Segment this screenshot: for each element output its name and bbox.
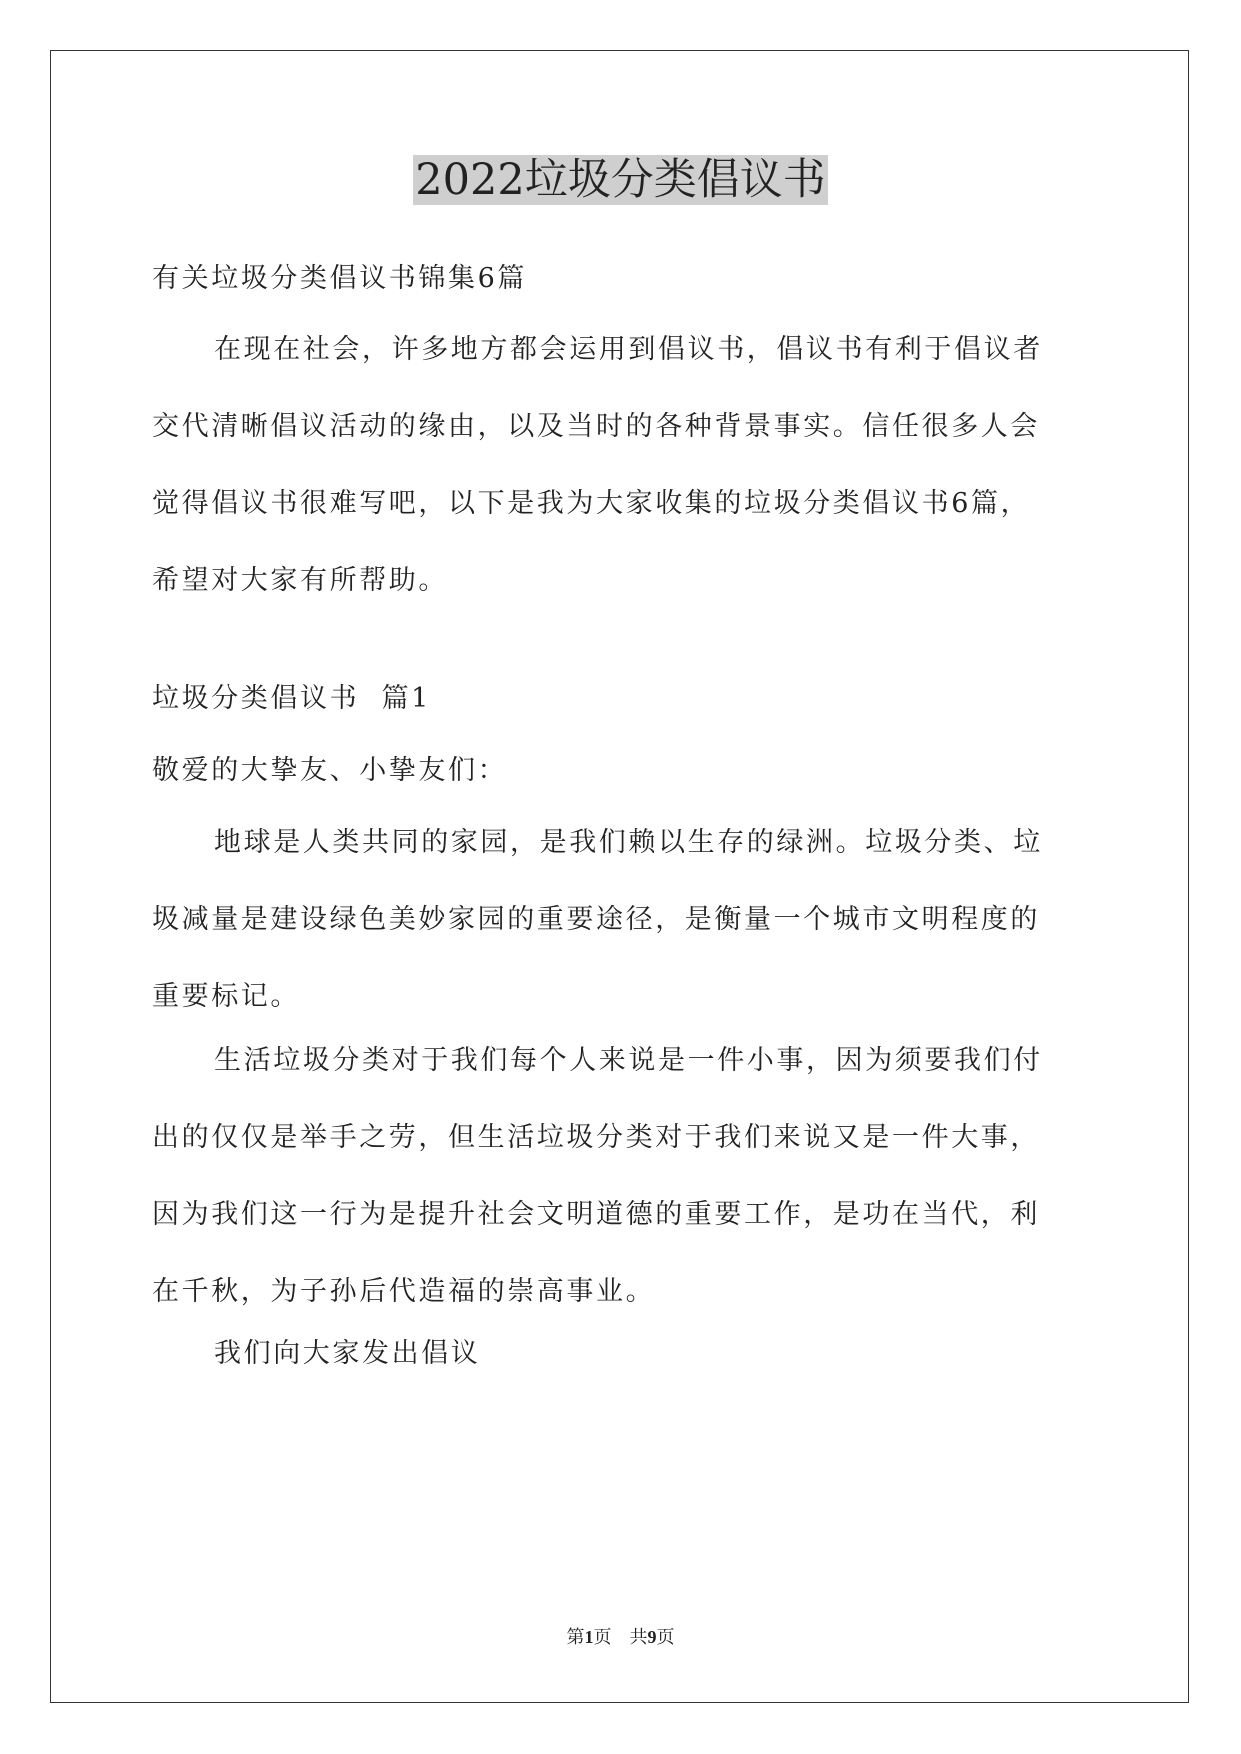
paragraph-2	[152, 1022, 1092, 1330]
intro-line: 在现在社会，许多地方都会运用到倡议书，倡议书有利于倡议者	[214, 334, 1043, 365]
paragraph-line: 在千秋，为子孙后代造福的崇高事业。	[152, 1276, 656, 1307]
intro-paragraph	[152, 311, 1092, 619]
page-footer	[0, 1625, 1241, 1650]
total-pages: 9	[647, 1627, 657, 1647]
intro-line: 觉得倡议书很难写吧，以下是我为大家收集的垃圾分类倡议书6篇，	[152, 488, 1031, 519]
paragraph-line: 出的仅仅是举手之劳，但生活垃圾分类对于我们来说又是一件大事，	[152, 1122, 1040, 1153]
page-suffix: 页	[593, 1627, 612, 1648]
paragraph-line: 生活垃圾分类对于我们每个人来说是一件小事，因为须要我们付	[214, 1045, 1043, 1076]
paragraph-line: 因为我们这一行为是提升社会文明道德的重要工作，是功在当代，利	[152, 1199, 1040, 1230]
salutation: 敬爱的大挚友、小挚友们：	[152, 755, 508, 786]
page-prefix: 第	[566, 1627, 585, 1648]
paragraph-line: 圾减量是建设绿色美妙家园的重要途径，是衡量一个城市文明程度的	[152, 904, 1040, 935]
total-prefix: 共	[629, 1627, 648, 1648]
section-heading: 垃圾分类倡议书 篇1	[152, 683, 431, 714]
document-title	[0, 150, 1241, 210]
page-current: 1	[584, 1627, 594, 1647]
total-suffix: 页	[656, 1627, 675, 1648]
paragraph-line: 地球是人类共同的家园，是我们赖以生存的绿洲。垃圾分类、垃	[214, 827, 1043, 858]
intro-line: 交代清晰倡议活动的缘由，以及当时的各种背景事实。信任很多人会	[152, 411, 1040, 442]
document-title-text: 2022垃圾分类倡议书	[415, 155, 826, 205]
document-subtitle: 有关垃圾分类倡议书锦集6篇	[152, 263, 527, 294]
paragraph-3: 我们向大家发出倡议	[214, 1338, 481, 1369]
paragraph-line: 重要标记。	[152, 981, 300, 1012]
paragraph-1	[152, 804, 1092, 1035]
intro-line: 希望对大家有所帮助。	[152, 565, 448, 596]
